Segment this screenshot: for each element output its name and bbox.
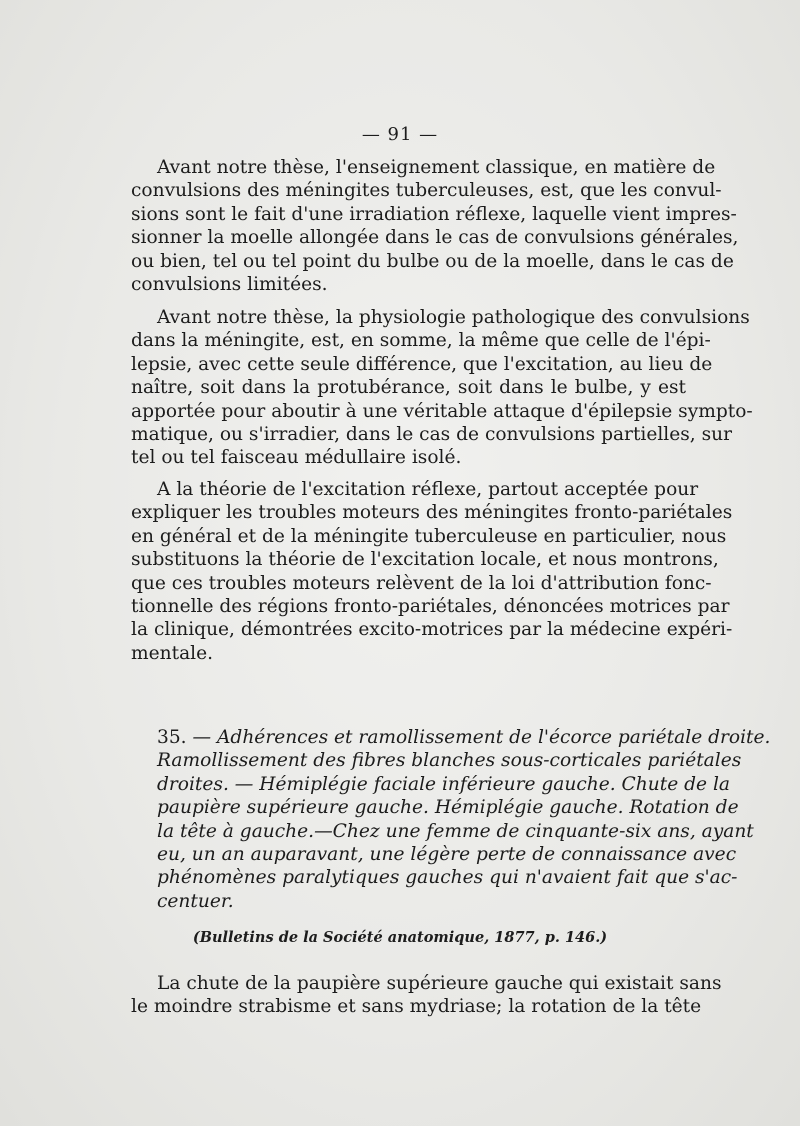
text-line: lepsie, avec cette seule différence, que l'excitation, au lieu de	[131, 353, 713, 375]
text-line: sions sont le fait d'une irradiation réflexe, laquelle vient impres-	[131, 203, 737, 225]
paragraph-physiologie-pathologique	[131, 306, 753, 470]
text-line: la clinique, démontrées excito-motrices par la médecine expéri-	[131, 619, 733, 641]
text-line: expliquer les troubles moteurs des méningites fronto-pariétales	[131, 502, 733, 524]
text-line: en général et de la méningite tuberculeuse en particulier, nous	[131, 525, 727, 547]
page-number: — 91 —	[361, 124, 439, 145]
text-line: phénomènes paralytiques gauches qui n'avaient fait que s'ac-	[157, 867, 738, 889]
text-line: paupière supérieure gauche. Hémiplégie gauche. Rotation de	[157, 797, 739, 819]
paragraph-enseignement-classique	[131, 156, 739, 296]
paragraph-excitation-locale	[131, 478, 733, 665]
text-line: le moindre strabisme et sans mydriase; la rotation de la tête	[131, 996, 702, 1018]
case-number: 35.	[157, 727, 187, 748]
text-line: A la théorie de l'excitation réflexe, partout acceptée pour	[157, 479, 699, 500]
text-line: mentale.	[131, 642, 214, 664]
text-line: dans la méningite, est, en somme, la même que celle de l'épi-	[131, 330, 711, 352]
text-line: apportée pour aboutir à une véritable attaque d'épilepsie sympto-	[131, 400, 753, 422]
paragraph-chute-paupiere	[131, 972, 722, 1019]
text-line: matique, ou s'irradier, dans le cas de convulsions partielles, sur	[131, 424, 733, 446]
text-line: la tête à gauche.—Chez une femme de cinquante-six ans, ayant	[157, 820, 754, 842]
text-line: convulsions limitées.	[131, 274, 328, 296]
case-35-summary	[131, 726, 771, 913]
text-line: Avant notre thèse, l'enseignement classique, en matière de	[157, 157, 716, 178]
text-line: Ramollissement des fibres blanches sous-corticales pariétales	[157, 750, 742, 772]
text-line	[131, 726, 771, 749]
text-line: substituons la théorie de l'excitation locale, et nous montrons,	[131, 549, 719, 571]
text-line: Avant notre thèse, la physiologie pathologique des convulsions	[157, 307, 750, 328]
text-line: centuer.	[157, 890, 234, 912]
text-line: naître, soit dans la protubérance, soit dans le bulbe, y est	[131, 377, 686, 399]
text-line: ou bien, tel ou tel point du bulbe ou de la moelle, dans le cas de	[131, 250, 734, 272]
text-line: eu, un an auparavant, une légère perte de connaissance avec	[157, 844, 737, 866]
text-line: tel ou tel faisceau médullaire isolé.	[131, 447, 462, 469]
text-line: sionner la moelle allongée dans le cas de convulsions générales,	[131, 227, 739, 249]
text-line: que ces troubles moteurs relèvent de la loi d'attribution fonc-	[131, 572, 712, 594]
text-line: tionnelle des régions fronto-pariétales, dénoncées motrices par	[131, 596, 730, 618]
text-line: convulsions des méningites tuberculeuses, est, que les convul-	[131, 180, 722, 202]
text-line: La chute de la paupière supérieure gauche qui existait sans	[157, 973, 722, 994]
citation: (Bulletins de la Société anatomique, 1877, p. 146.)	[192, 929, 608, 946]
case-heading: — Adhérences et ramollissement de l'écorce pariétale droite.	[192, 727, 771, 748]
text-line: droites. — Hémiplégie faciale inférieure gauche. Chute de la	[157, 773, 730, 795]
